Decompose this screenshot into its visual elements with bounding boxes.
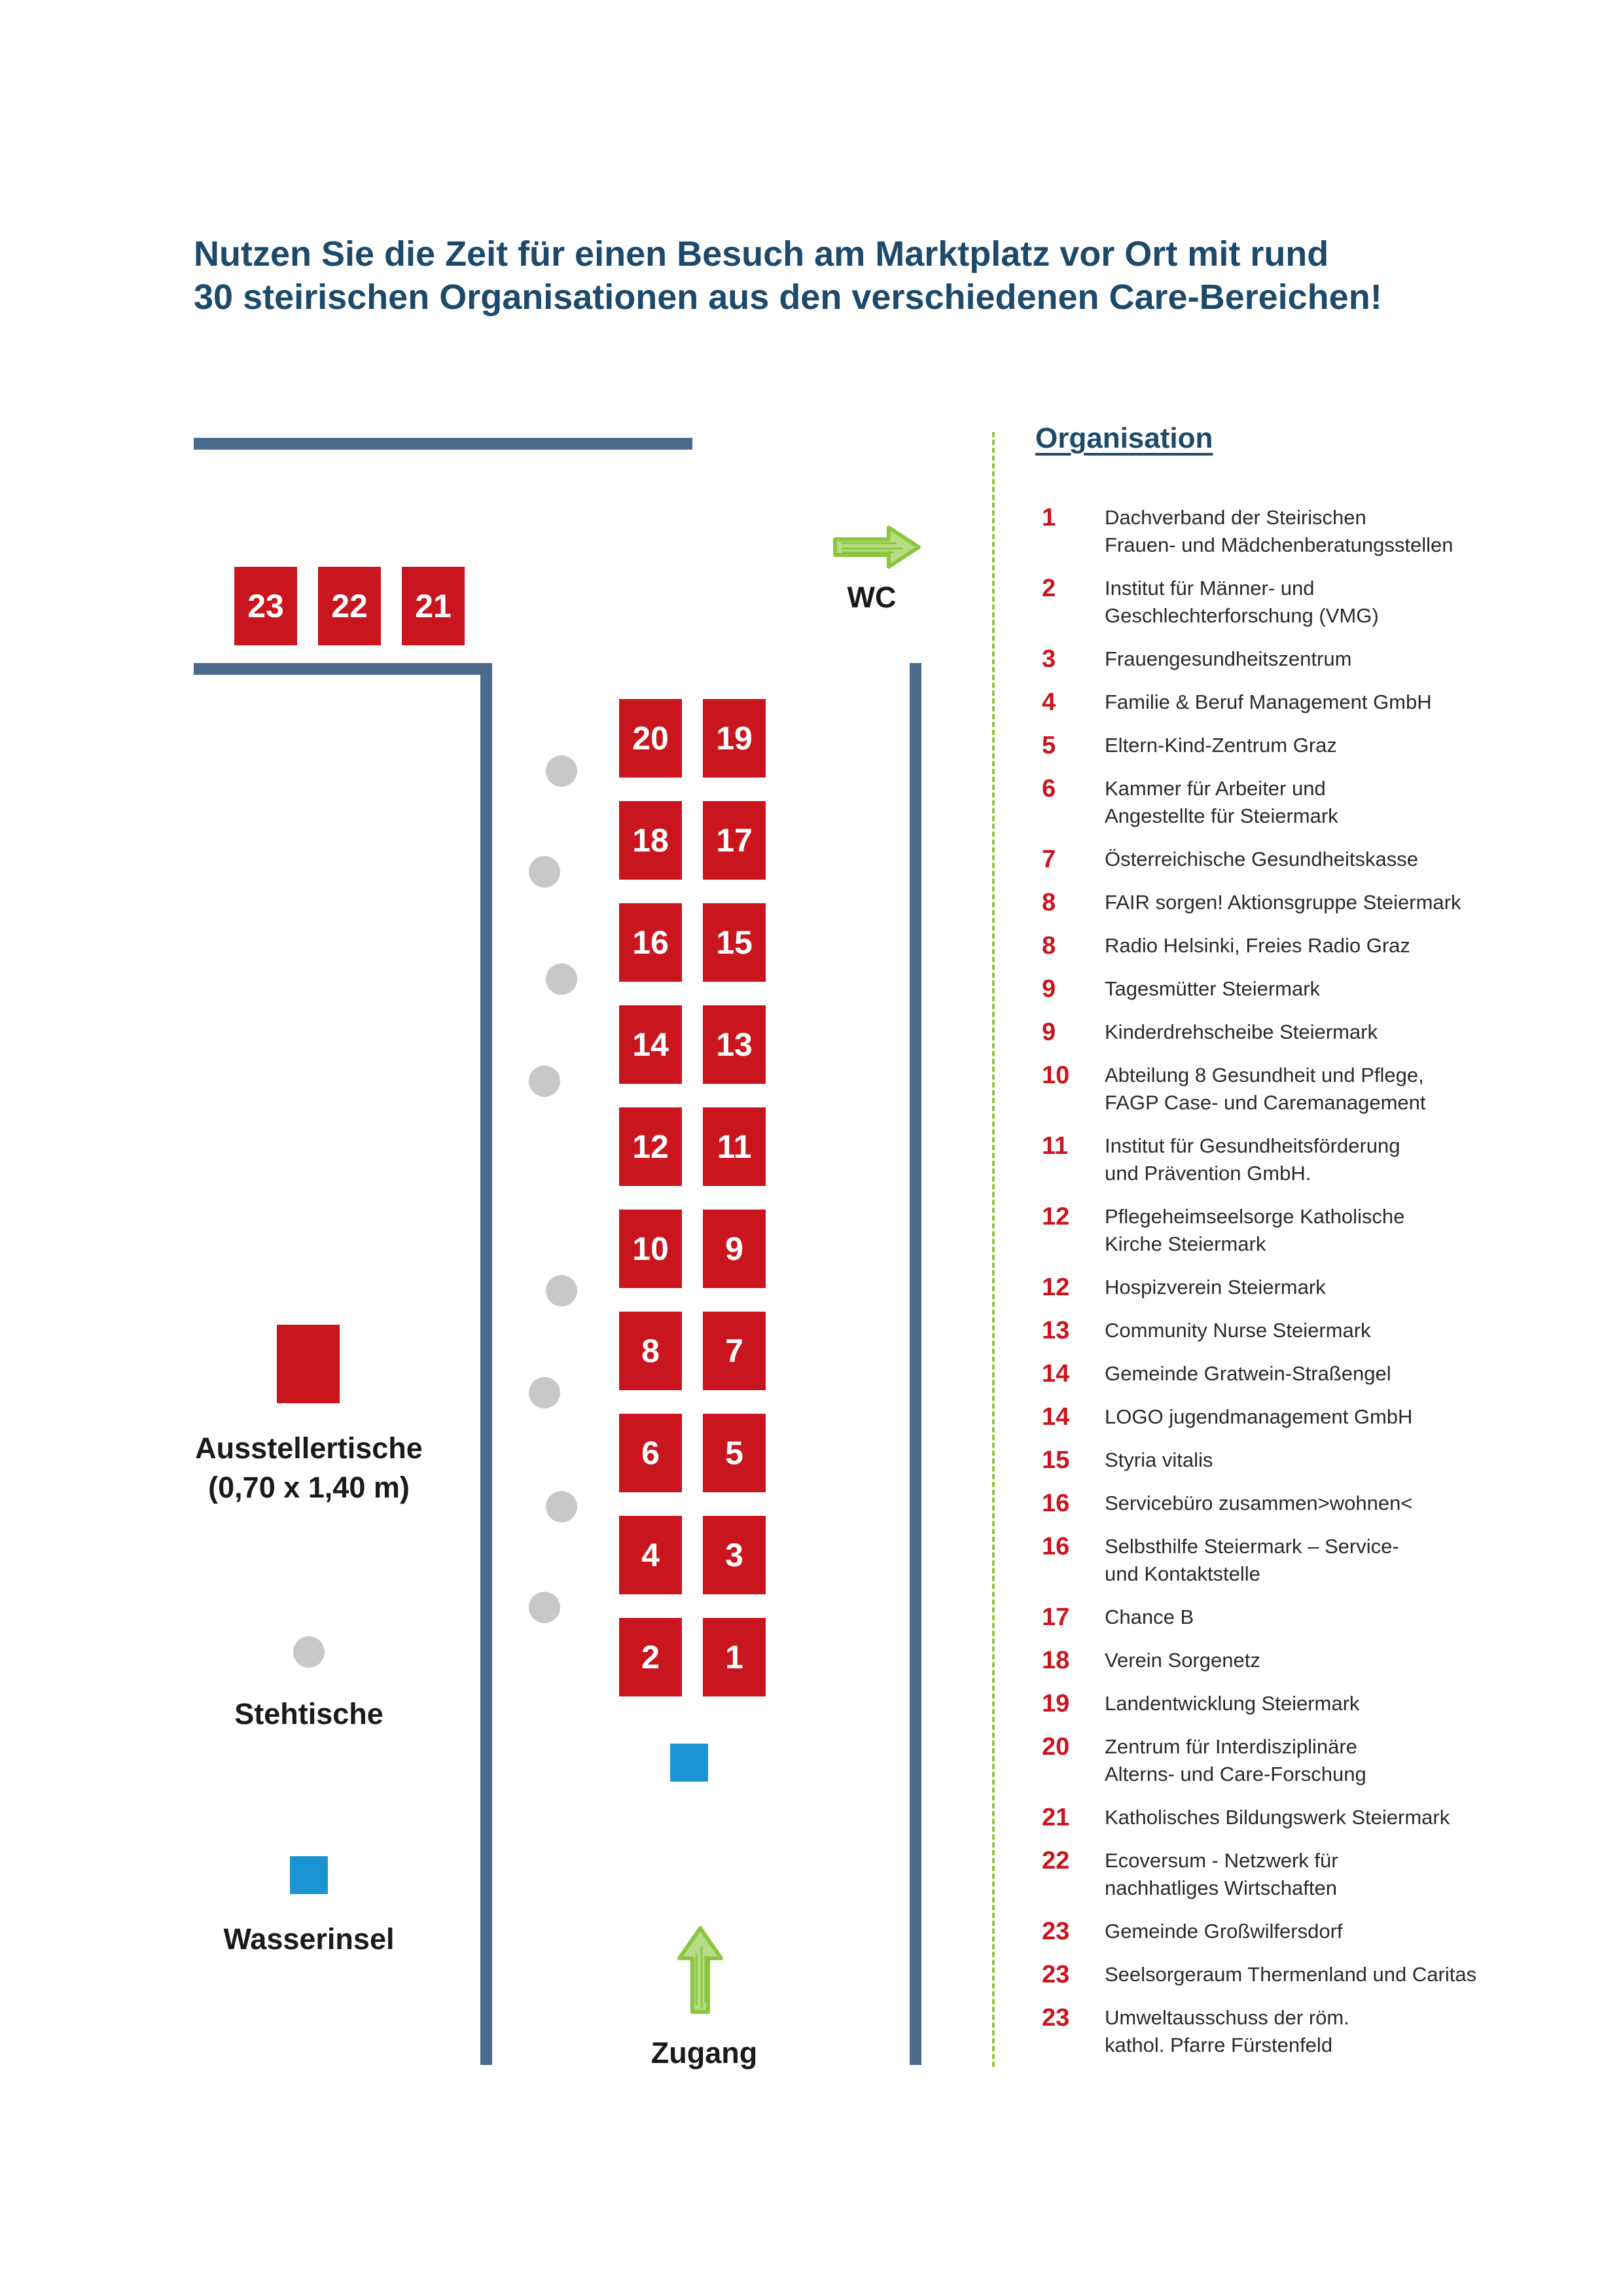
legend-standing-swatch [293,1636,325,1668]
org-number: 12 [1042,1203,1070,1230]
org-number: 16 [1042,1533,1070,1560]
exhibitor-table-3: 3 [703,1516,766,1594]
org-name: Abteilung 8 Gesundheit und Pflege, FAGP Case- und Caremanagement [1105,1064,1426,1114]
standing-table [529,856,560,888]
org-name: Kammer für Arbeiter und Angestellte für Steiermark [1105,777,1338,827]
org-name: Landentwicklung Steiermark [1105,1692,1360,1715]
wall-upper-left [194,663,492,675]
org-name: Institut für Gesundheitsförderung und Prävention GmbH. [1105,1134,1400,1185]
list-item [1042,1847,1578,1902]
org-number: 12 [1042,1274,1070,1301]
org-name: Pflegeheimseelsorge Katholische Kirche Steiermark [1105,1205,1405,1255]
org-name: Community Nurse Steiermark [1105,1319,1371,1342]
list-item [1042,846,1578,873]
org-name: Styria vitalis [1105,1448,1213,1471]
org-number: 21 [1042,1804,1070,1831]
exhibitor-table-10: 10 [619,1210,682,1288]
exhibitor-table-5: 5 [703,1414,766,1492]
exhibitor-table-12: 12 [619,1107,682,1186]
wall-right-corridor [910,663,921,2065]
organisation-heading: Organisation [1035,422,1213,454]
exhibitor-table-17: 17 [703,801,766,880]
org-name: Eltern-Kind-Zentrum Graz [1105,734,1337,757]
arrow-right-icon [831,524,923,571]
list-item [1042,1018,1578,1046]
org-number: 23 [1042,1961,1070,1988]
org-number: 8 [1042,889,1056,916]
org-name: FAIR sorgen! Aktionsgruppe Steiermark [1105,891,1461,914]
list-item [1042,975,1578,1003]
org-name: Dachverband der Steirischen Frauen- und Mädchenberatungsstellen [1105,506,1454,556]
org-name: Hospizverein Steiermark [1105,1276,1326,1299]
wall-left-corridor [480,663,492,2065]
arrow-up-icon [675,1924,725,2016]
org-number: 7 [1042,846,1056,873]
exhibitor-table-8: 8 [619,1312,682,1390]
exhibitor-table-22: 22 [318,567,381,645]
org-number: 17 [1042,1604,1070,1631]
exhibitor-table-18: 18 [619,801,682,880]
exhibitor-table-11: 11 [703,1107,766,1186]
standing-table [546,755,577,787]
list-item [1042,504,1578,559]
list-item [1042,1647,1578,1674]
water-island [670,1744,708,1782]
org-number: 15 [1042,1446,1070,1474]
org-name: Gemeinde Großwilfersdorf [1105,1920,1343,1943]
legend-tables-size: (0,70 x 1,40 m) [208,1471,410,1504]
list-item [1042,1062,1578,1117]
legend-standing-label: Stehtische [234,1697,383,1731]
list-item [1042,1446,1578,1474]
standing-table [529,1377,560,1408]
list-item [1042,1918,1578,1945]
org-number: 10 [1042,1062,1070,1089]
exhibitor-table-14: 14 [619,1005,682,1084]
list-item [1042,689,1578,716]
exhibitor-table-4: 4 [619,1516,682,1594]
list-item [1042,1360,1578,1388]
org-number: 9 [1042,975,1056,1003]
exhibitor-table-9: 9 [703,1210,766,1288]
list-item [1042,1733,1578,1788]
org-name: Institut für Männer- und Geschlechterforschung (VMG) [1105,577,1379,627]
list-item [1042,645,1578,673]
org-number: 4 [1042,689,1056,716]
org-number: 2 [1042,575,1056,602]
org-number: 23 [1042,1918,1070,1945]
org-number: 16 [1042,1490,1070,1517]
org-name: Servicebüro zusammen>wohnen< [1105,1492,1413,1515]
list-item [1042,1490,1578,1517]
standing-table [546,1491,577,1522]
standing-table [546,963,577,995]
org-number: 9 [1042,1018,1056,1046]
org-number: 8 [1042,932,1056,960]
entrance-label: Zugang [651,2036,758,2070]
wall-top [194,438,692,450]
org-name: LOGO jugendmanagement GmbH [1105,1405,1413,1428]
org-number: 23 [1042,2004,1070,2032]
exhibitor-table-19: 19 [703,699,766,778]
org-number: 19 [1042,1690,1070,1717]
list-item [1042,732,1578,759]
org-name: Familie & Beruf Management GmbH [1105,691,1432,713]
org-number: 20 [1042,1733,1070,1761]
exhibitor-table-13: 13 [703,1005,766,1084]
org-name: Gemeinde Gratwein-Straßengel [1105,1362,1391,1385]
org-name: Verein Sorgenetz [1105,1649,1260,1672]
list-item [1042,1203,1578,1258]
org-name: Chance B [1105,1605,1194,1628]
org-name: Tagesmütter Steiermark [1105,977,1321,1000]
list-item [1042,1274,1578,1301]
list-item [1042,1604,1578,1631]
list-item [1042,775,1578,830]
org-number: 13 [1042,1317,1070,1344]
list-item [1042,1961,1578,1988]
list-item [1042,1533,1578,1588]
org-number: 14 [1042,1360,1070,1388]
org-name: Radio Helsinki, Freies Radio Graz [1105,934,1410,957]
org-number: 3 [1042,645,1056,673]
legend-table-swatch [277,1325,340,1403]
org-name: Ecoversum - Netzwerk für nachhatliges Wirtschaften [1105,1849,1338,1899]
exhibitor-table-16: 16 [619,903,682,982]
wc-label: WC [847,581,897,614]
standing-table [529,1066,560,1097]
org-name: Seelsorgeraum Thermenland und Caritas [1105,1963,1477,1986]
org-number: 6 [1042,775,1056,802]
list-item [1042,1317,1578,1344]
org-name: Katholisches Bildungswerk Steiermark [1105,1806,1450,1829]
list-item [1042,1403,1578,1431]
exhibitor-table-20: 20 [619,699,682,778]
org-number: 11 [1042,1132,1069,1160]
headline: Nutzen Sie die Zeit für einen Besuch am Marktplatz vor Ort mit rund 30 steirischen Organisationen aus den verschiedenen Care-Bereichen! [194,234,1382,317]
org-name: Österreichische Gesundheitskasse [1105,848,1419,870]
exhibitor-table-6: 6 [619,1414,682,1492]
list-item [1042,932,1578,960]
standing-table [546,1275,577,1306]
legend-tables-label: Ausstellertische [195,1431,423,1465]
org-number: 14 [1042,1403,1070,1431]
legend-water-swatch [290,1856,328,1894]
org-number: 18 [1042,1647,1070,1674]
org-number: 22 [1042,1847,1070,1874]
list-item [1042,575,1578,630]
exhibitor-table-1: 1 [703,1618,766,1696]
org-number: 5 [1042,732,1056,759]
standing-table [529,1592,560,1623]
exhibitor-table-2: 2 [619,1618,682,1696]
org-name: Kinderdrehscheibe Steiermark [1105,1020,1378,1043]
exhibitor-table-21: 21 [402,567,465,645]
list-item [1042,1804,1578,1831]
dashed-divider [992,432,995,2067]
exhibitor-table-15: 15 [703,903,766,982]
exhibitor-table-7: 7 [703,1312,766,1390]
list-item [1042,1132,1578,1187]
legend-water-label: Wasserinsel [223,1922,395,1956]
org-name: Frauengesundheitszentrum [1105,647,1352,670]
list-item [1042,889,1578,916]
list-item [1042,2004,1578,2059]
list-item [1042,1690,1578,1717]
exhibitor-table-23: 23 [234,567,297,645]
org-name: Umweltausschuss der röm. kathol. Pfarre Fürstenfeld [1105,2006,1349,2056]
org-name: Selbsthilfe Steiermark – Service- und Kontaktstelle [1105,1535,1399,1585]
org-number: 1 [1042,504,1056,531]
org-name: Zentrum für Interdisziplinäre Alterns- und Care-Forschung [1105,1735,1366,1785]
